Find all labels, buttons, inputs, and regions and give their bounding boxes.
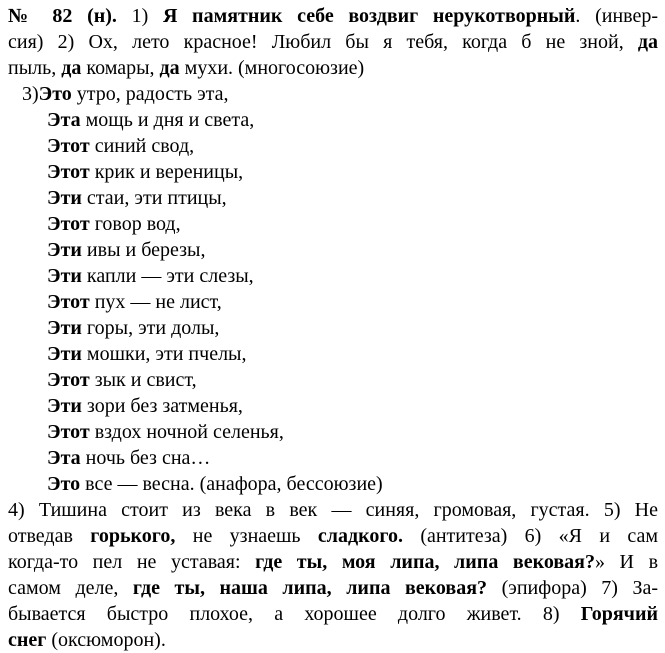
poem-line: Эти горы, эти долы, [47,317,220,339]
poem-line: Этот крик и вереницы, [47,161,244,183]
poem-line: Эта мощь и дня и света, [47,109,255,131]
exercise-line-3: пыль, да комары, да мухи. (многосоюзие) [8,57,365,79]
poem-line: Эти стаи, эти птицы, [47,187,227,209]
poem-line: Это все — весна. (анафора, бессоюзие) [47,473,383,495]
poem-line: Эти зори без затменья, [47,395,243,417]
poem-line: Этот синий свод, [47,135,195,157]
tail-line-6: снег (оксюморон). [8,629,166,651]
exercise-line-2: сия) 2) Ох, лето красное! Любил бы я тебя, когда б не зной, да [8,31,659,53]
tail-line-1: 4) Тишина стоит из века в век — синяя, громовая, густая. 5) Не [8,499,658,521]
poem-line: Эти мошки, эти пчелы, [47,343,247,365]
poem-line: Эти капли — эти слезы, [47,265,254,287]
poem-line: Эти ивы и березы, [47,239,206,261]
tail-line-4: самом деле, где ты, наша липа, липа вековая? (эпифора) 7) За- [8,577,659,599]
tail-line-3: когда-то пел не уставая: где ты, моя липа, липа вековая?» И в [8,551,659,573]
poem-line: Этот пух — не лист, [47,291,222,313]
exercise-text [8,3,658,653]
poem-line: Этот зык и свист, [47,369,197,391]
exercise-number: № 82 (н). [8,5,117,27]
poem-line: 3)Это утро, радость эта, [22,83,229,105]
tail-line-2: отведав горького, не узнаешь сладкого. (антитеза) 6) «Я и сам [8,525,659,547]
tail-line-5: бывается быстро плохое, а хорошее долго живет. 8) Горячий [8,603,658,625]
example-1-quote: Я памятник себе воздвиг нерукотворный [162,5,576,27]
poem-line: Этот вздох ночной селенья, [47,421,284,443]
poem-line: Эта ночь без сна… [47,447,211,469]
poem-line: Этот говор вод, [47,213,181,235]
exercise-line-1: № 82 (н). 1) Я памятник себе воздвиг нерукотворный. (инвер- [8,5,659,27]
